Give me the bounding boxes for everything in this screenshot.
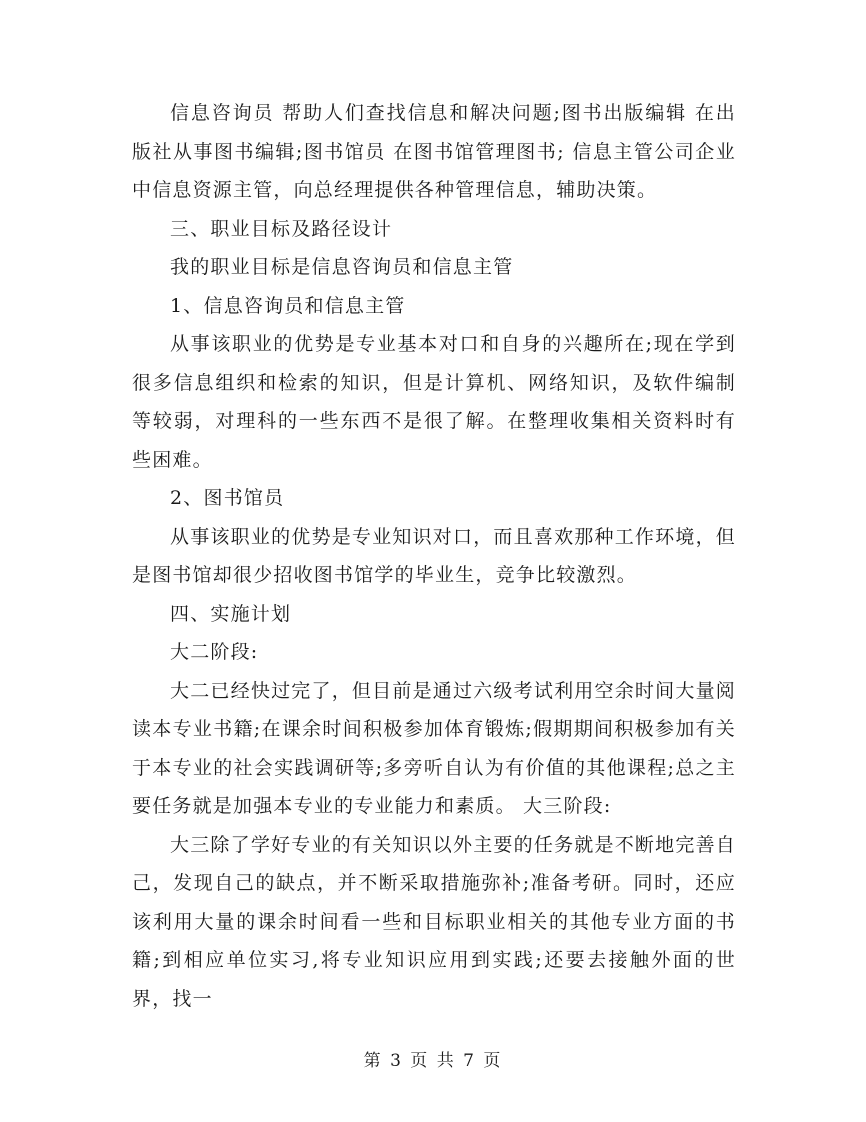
paragraph-librarian-analysis: 从事该职业的优势是专业知识对口，而且喜欢那种工作环境，但是图书馆却很少招收图书馆学的毕业生，竞争比较激烈。 xyxy=(132,525,736,586)
subheading-librarian: 2、图书馆员 xyxy=(170,487,285,509)
heading-implementation-plan: 四、实施计划 xyxy=(170,602,292,625)
paragraph-junior-plan: 大三除了学好专业的有关知识以外主要的任务就是不断地完善自己，发现自己的缺点，并不断采取措施弥补;准备考研。同时，还应该利用大量的课余时间看一些和目标职业相关的其他专业方面的书籍;到相应单位实习,将专业知识应用到实践;还要去接触外面的世界，找一 xyxy=(132,833,736,1010)
heading-career-goals: 三、职业目标及路径设计 xyxy=(170,217,393,240)
paragraph-info-roles: 信息咨询员 帮助人们查找信息和解决问题;图书出版编辑 在出版社从事图书编辑;图书馆员 在图书馆管理图书; 信息主管公司企业中信息资源主管，向总经理提供各种管理信息，辅助决策。 xyxy=(132,102,736,201)
paragraph-career-goal-statement: 我的职业目标是信息咨询员和信息主管 xyxy=(170,256,514,278)
paragraph-info-consultant-analysis: 从事该职业的优势是专业基本对口和自身的兴趣所在;现在学到很多信息组织和检索的知识，但是计算机、网络知识，及软件编制等较弱，对理科的一些东西不是很了解。在整理收集相关资料时有些困难。 xyxy=(132,333,736,471)
page-number-footer: 第 3 页 共 7 页 xyxy=(363,1051,503,1071)
subheading-sophomore-stage: 大二阶段: xyxy=(170,641,259,663)
paragraph-sophomore-plan: 大二已经快过完了，但目前是通过六级考试利用空余时间大量阅读本专业书籍;在课余时间积极参加体育锻炼;假期期间积极参加有关于本专业的社会实践调研等;多旁听自认为有价值的其他课程;总之主要任务就是加强本专业的专业能力和素质。 大三阶段: xyxy=(132,679,736,817)
document-body xyxy=(132,94,736,1018)
subheading-info-consultant: 1、信息咨询员和信息主管 xyxy=(170,294,406,317)
